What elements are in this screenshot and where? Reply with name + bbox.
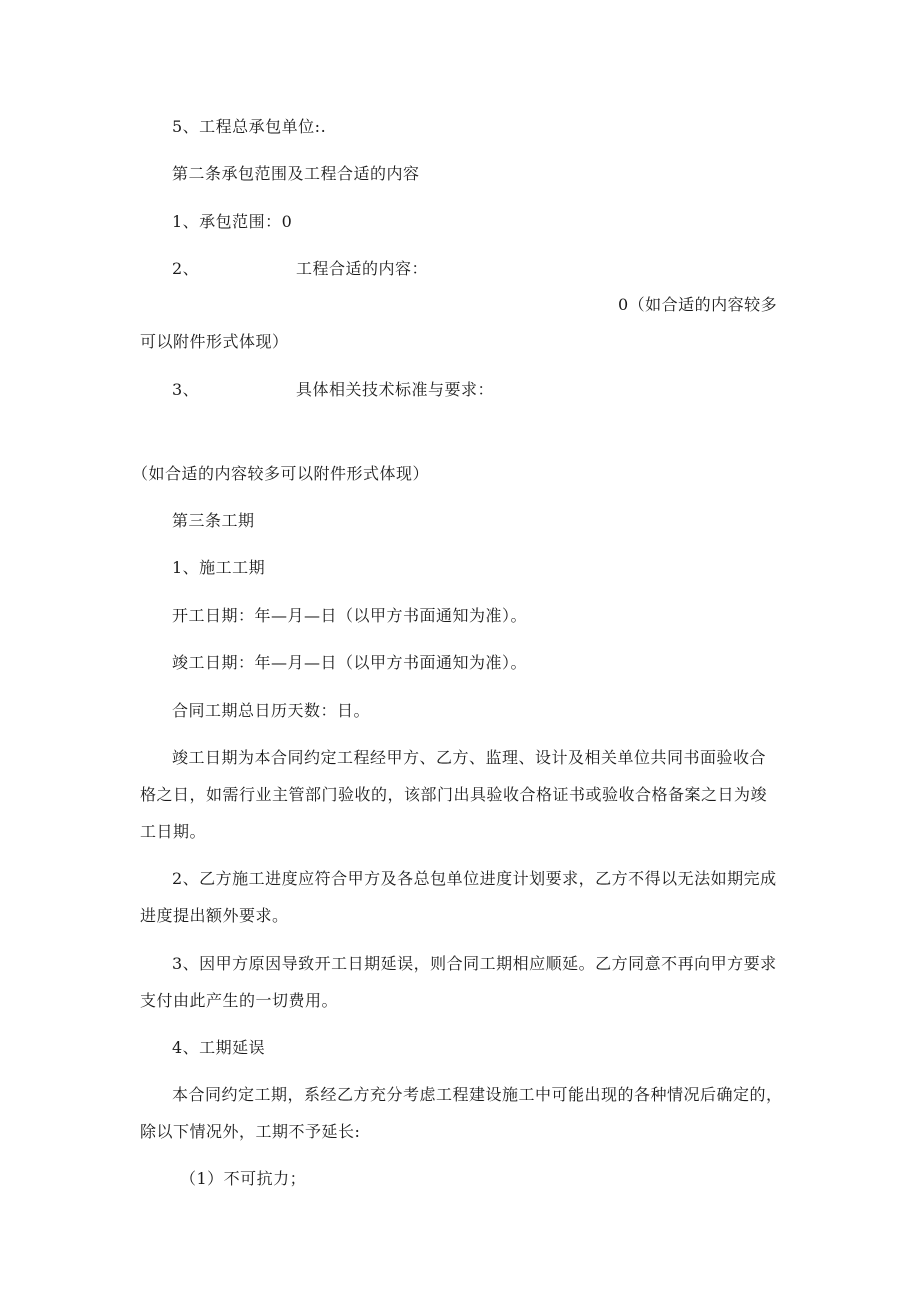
clause-line: 可以附件形式体现） [140, 332, 289, 351]
paragraph-line: 进度提出额外要求。 [140, 906, 289, 925]
clause-line: 合同工期总日历天数：日。 [172, 701, 371, 720]
clause-line: 竣工日期：年—月—日（以甲方书面通知为准）。 [172, 653, 528, 672]
clause-line: 4、工期延误 [172, 1038, 266, 1057]
clause-line: 5、工程总承包单位:. [172, 117, 327, 136]
paragraph-line: 除以下情况外，工期不予延长: [140, 1122, 361, 1141]
article-heading: 第二条承包范围及工程合适的内容 [172, 164, 420, 183]
list-item: （1）不可抗力； [180, 1169, 307, 1188]
paragraph-line: 竣工日期为本合同约定工程经甲方、乙方、监理、设计及相关单位共同书面验收合 [172, 748, 767, 767]
paragraph-line: 2、乙方施工进度应符合甲方及各总包单位进度计划要求，乙方不得以无法如期完成 [172, 869, 777, 888]
paragraph-line: 本合同约定工期，系经乙方充分考虑工程建设施工中可能出现的各种情况后确定的， [172, 1085, 783, 1104]
clause-line: 1、施工工期 [172, 558, 266, 577]
paragraph-line: 工日期。 [140, 822, 207, 841]
paragraph-line: 格之日，如需行业主管部门验收的，该部门出具验收合格证书或验收合格备案之日为竣 [140, 785, 768, 804]
clause-number: 2、 [172, 259, 200, 278]
paragraph-line: 3、因甲方原因导致开工日期延误，则合同工期相应顺延。乙方同意不再向甲方要求 [172, 954, 777, 973]
clause-line: （如合适的内容较多可以附件形式体现） [132, 464, 430, 483]
paragraph-line: 支付由此产生的一切费用。 [140, 991, 339, 1010]
clause-line: 0（如合适的内容较多 [618, 295, 778, 314]
clause-line: 工程合适的内容： [296, 259, 429, 278]
clause-line: 1、承包范围：0 [172, 212, 293, 231]
clause-number: 3、 [172, 380, 200, 399]
article-heading: 第三条工期 [172, 511, 255, 530]
clause-line: 具体相关技术标准与要求： [296, 380, 495, 399]
clause-line: 开工日期：年—月—日（以甲方书面通知为准）。 [172, 606, 528, 625]
